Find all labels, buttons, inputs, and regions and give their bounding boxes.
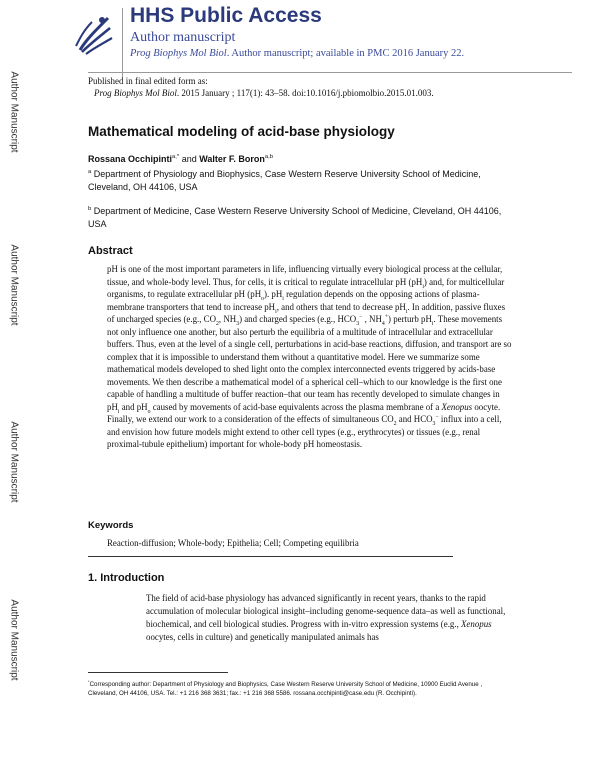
published-label: Published in final edited form as: bbox=[88, 76, 208, 86]
header-divider bbox=[122, 8, 123, 78]
author-manuscript-sidebar: Author Manuscript Author Manuscript Author Manuscript Author Manuscript bbox=[8, 71, 20, 681]
footnote: *Corresponding author: Department of Physiology and Biophysics, Case Western Reserve University School of Medicine, 10900 Euclid Avenue , Cleveland, OH 44106, USA. Tel.: +1 216 368 3631; fax.: +1 216 368 5586. rossana.occhipinti@case.edu (R. Occhipinti). bbox=[88, 678, 483, 697]
availability-line: Prog Biophys Mol Biol. Author manuscript; available in PMC 2016 January 22. bbox=[130, 48, 465, 59]
hhs-eagle-logo-icon bbox=[72, 10, 114, 58]
article-title: Mathematical modeling of acid-base physiology bbox=[88, 124, 395, 139]
affiliation-a: $^a$ Department of Physiology and Biophysics, Case Western Reserve University School of Medicine, Cleveland, OH 44106, USA bbox=[88, 169, 481, 192]
hhs-title: HHS Public Access bbox=[130, 4, 322, 27]
hhs-header bbox=[72, 4, 572, 70]
keywords-list: Reaction-diffusion; Whole-body; Epithelia; Cell; Competing equilibria bbox=[107, 538, 359, 548]
keywords-heading: Keywords bbox=[88, 520, 134, 531]
citation: Prog Biophys Mol Biol. 2015 January ; 117(1): 43–58. doi:10.1016/j.pbiomolbio.2015.01.003. bbox=[94, 88, 434, 98]
footnote-rule bbox=[88, 672, 228, 673]
introduction-heading: 1. Introduction bbox=[88, 572, 165, 584]
author-manuscript-label: Author manuscript bbox=[130, 30, 236, 45]
author-list: Rossana Occhipinti$^{a,*}$ and Walter F. Boron$^{a,b}$ bbox=[88, 154, 274, 164]
introduction-text: The field of acid-base physiology has advanced significantly in recent years, thanks to the rapid accumulation of molecular biological insight–including genome-sequence data–as well as functional, biochemical, and cell biological studies. Progress with in-vitro expression systems (e.g., Xenopus oocytes, cells in culture) and genetically manipulated animals has bbox=[146, 593, 506, 642]
abstract-text: pH is one of the most important parameters in life, influencing virtually every biological process at the cellular, tissue, and whole-body level. Thus, for cells, it is critical to regulate intracellular pH $(pH_i)$ and, for multicellular organisms, to regulate extracellular pH $(pH_o)$. $pH_i$ regulation depends on the opposing actions of plasma-membrane transporters that tend to increase $pH_i$, and others that tend to decrease $pH_i$. In addition, passive fluxes of uncharged species (e.g., $CO_2$, $NH_3$) and charged species (e.g., $HCO_3^-$ , $NH_4^+$) perturb $pH_i$. These movements not only influence one another, but also perturb the equilibria of a multitude of intracellular and extracellular buffers. Thus, even at the level of a single cell, perturbations in acid-base reactions, diffusion, and transport are so complex that it is impossible to understand them without a quantitative model. Here we summarize some mathematical models developed to shed light onto the complex interconnected events triggered by acids-base movements. We then describe a mathematical model of a spherical cell–which to our knowledge is the first one capable of handling a multitude of buffer reaction–that our team has recently developed to simulate changes in $pH_i$ and $pH_o$ caused by movements of acid-base equivalents across the plasma membrane of a Xenopus oocyte. Finally, we extend our work to a consideration of the effects of simultaneous $CO_2$ and $HCO_3^-$ influx into a cell, and envision how future models might extend to other cell types (e.g., erythrocytes) or tissues (e.g., renal proximal-tubule epithelium) important for whole-body pH homeostasis. bbox=[107, 264, 512, 449]
keywords-rule bbox=[88, 556, 453, 557]
affiliation-b: $^b$ Department of Medicine, Case Western Reserve University School of Medicine, Cleveland, OH 44106, USA bbox=[88, 206, 502, 229]
abstract-heading: Abstract bbox=[88, 245, 133, 257]
header-rule bbox=[88, 72, 572, 73]
